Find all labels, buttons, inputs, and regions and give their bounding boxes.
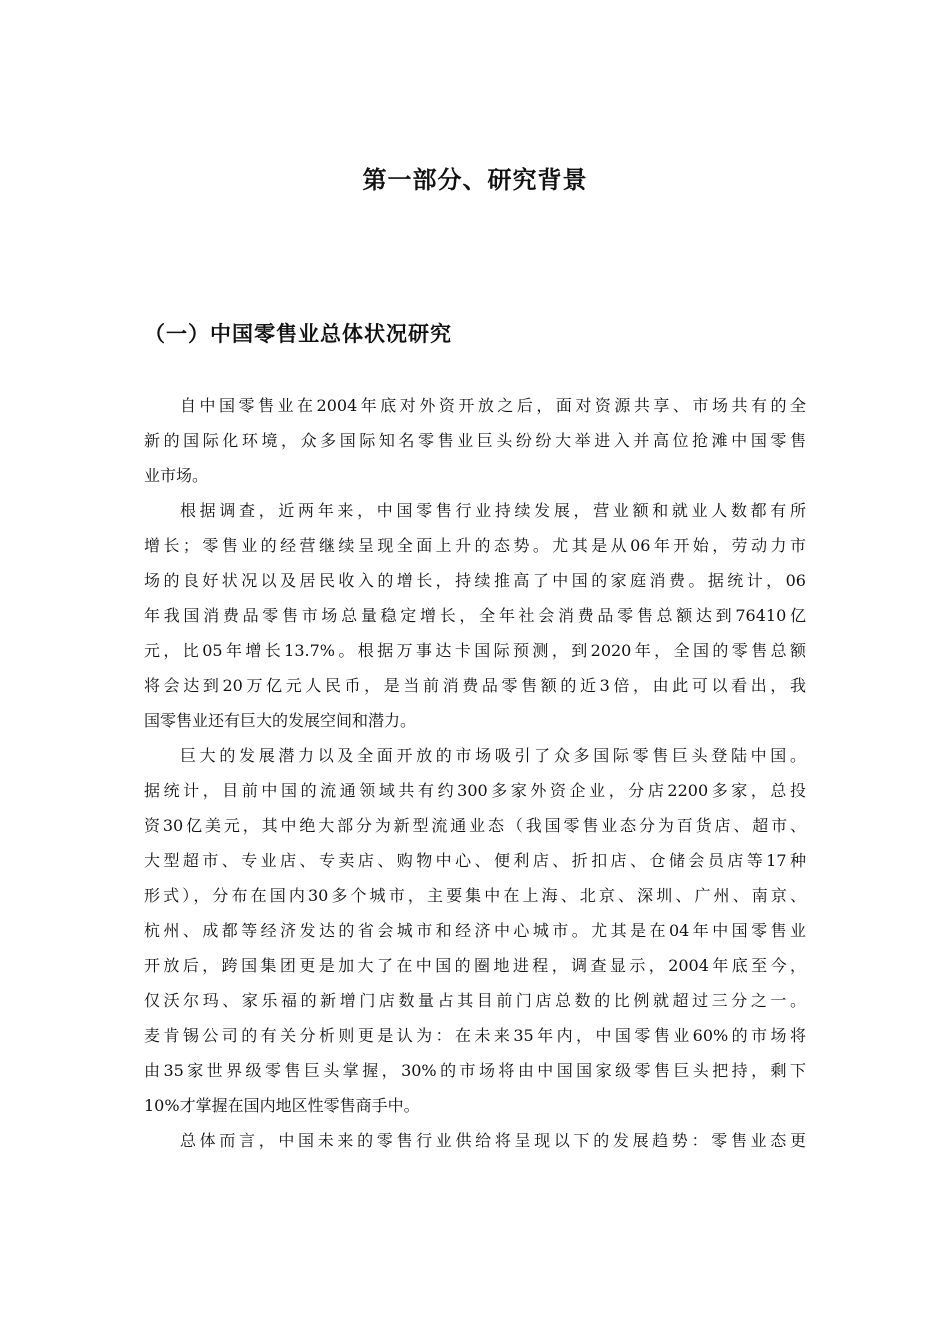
paragraph-2-line-4: 年我国消费品零售市场总量稳定增长，全年社会消费品零售总额达到76410亿 <box>144 606 806 625</box>
paragraph-3-line-1: 巨大的发展潜力以及全面开放的市场吸引了众多国际零售巨头登陆中国。 <box>180 746 806 765</box>
paragraph-4-line-1: 总体而言，中国未来的零售行业供给将呈现以下的发展趋势：零售业态更 <box>180 1131 806 1150</box>
paragraph-3-line-10: 由35家世界级零售巨头掌握，30%的市场将由中国国家级零售巨头把持，剩下 <box>144 1061 806 1080</box>
paragraph-3-line-2: 据统计，目前中国的流通领域共有约300多家外资企业，分店2200多家，总投 <box>144 781 806 800</box>
paragraph-2-line-7: 国零售业还有巨大的发展空间和潜力。 <box>144 711 417 730</box>
paragraph-2-line-1: 根据调查，近两年来，中国零售行业持续发展，营业额和就业人数都有所 <box>180 501 806 520</box>
section-title: （一）中国零售业总体状况研究 <box>144 321 452 346</box>
paragraph-1-line-3: 业市场。 <box>144 466 209 485</box>
paragraph-2-line-3: 场的良好状况以及居民收入的增长，持续推高了中国的家庭消费。据统计，06 <box>144 571 806 590</box>
paragraph-3-line-6: 杭州、成都等经济发达的省会城市和经济中心城市。尤其是在04年中国零售业 <box>144 921 806 940</box>
part-title: 第一部分、研究背景 <box>362 165 588 194</box>
paragraph-2-line-5: 元，比05年增长13.7%。根据万事达卡国际预测，到2020年，全国的零售总额 <box>144 641 806 660</box>
paragraph-3-line-8: 仅沃尔玛、家乐福的新增门店数量占其目前门店总数的比例就超过三分之一。 <box>144 991 806 1010</box>
paragraph-3-line-5: 形式），分布在国内30多个城市，主要集中在上海、北京、深圳、广州、南京、 <box>144 886 806 905</box>
paragraph-3-line-11: 10%才掌握在国内地区性零售商手中。 <box>144 1096 420 1115</box>
paragraph-3-line-4: 大型超市、专业店、专卖店、购物中心、便利店、折扣店、仓储会员店等17种 <box>144 851 806 870</box>
paragraph-2-line-2: 增长；零售业的经营继续呈现全面上升的态势。尤其是从06年开始，劳动力市 <box>144 536 806 555</box>
paragraph-3-line-9: 麦肯锡公司的有关分析则更是认为：在未来35年内，中国零售业60%的市场将 <box>144 1026 806 1045</box>
body-text <box>144 388 806 1158</box>
paragraph-3-line-7: 开放后，跨国集团更是加大了在中国的圈地进程，调查显示，2004年底至今， <box>144 956 806 975</box>
paragraph-1-line-1: 自中国零售业在2004年底对外资开放之后，面对资源共享、市场共有的全 <box>180 396 806 415</box>
paragraph-2-line-6: 将会达到20万亿元人民币，是当前消费品零售额的近3倍，由此可以看出，我 <box>144 676 806 695</box>
paragraph-3-line-3: 资30亿美元，其中绝大部分为新型流通业态（我国零售业态分为百货店、超市、 <box>144 816 806 835</box>
paragraph-1-line-2: 新的国际化环境，众多国际知名零售业巨头纷纷大举进入并高位抢滩中国零售 <box>144 431 806 450</box>
